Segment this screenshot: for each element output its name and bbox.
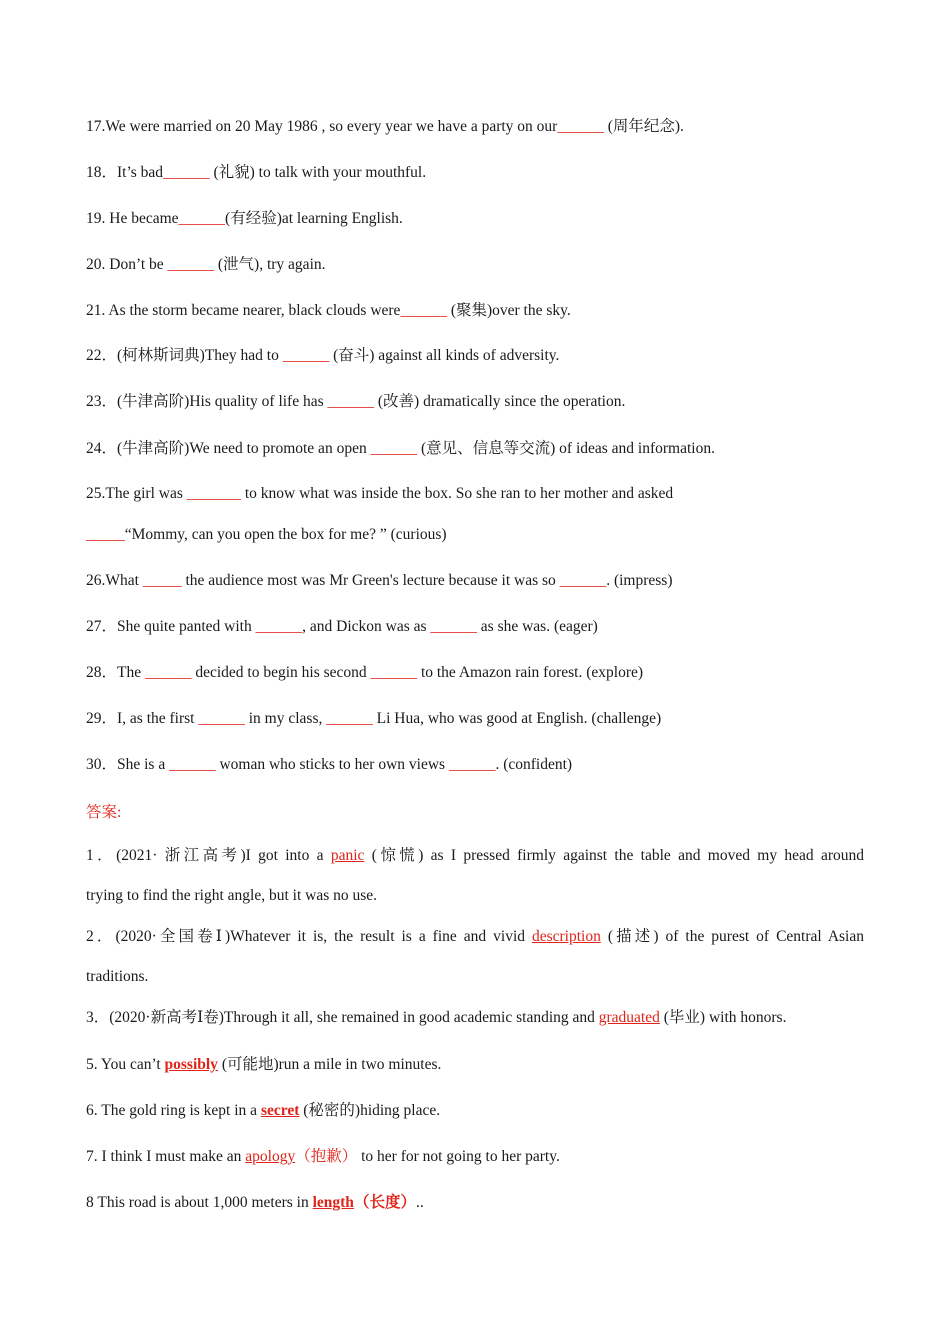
a3-pre: 3．(2020·新高考Ⅰ卷)Through it all, she remained in good academic standing and <box>86 1009 599 1026</box>
question-25-line-1 <box>86 484 864 504</box>
q23-blank: ______ <box>327 393 375 410</box>
q26-blank-2: ______ <box>559 572 607 589</box>
q25-text-c: “Mommy, can you open the box for me? ” (curious) <box>124 526 447 543</box>
question-20 <box>86 255 864 275</box>
q22-text: 22．(柯林斯词典)They had to <box>86 347 283 364</box>
q17-blank: ______ <box>557 118 604 135</box>
q30-text-c: . (confident) <box>495 756 573 773</box>
q30-blank-2: ______ <box>448 756 496 773</box>
q21-blank: ______ <box>400 302 447 319</box>
a6-answer: secret <box>260 1102 300 1119</box>
a2-pre: 2．(2020·全国卷Ⅰ)Whatever it is, the result is a fine and vivid <box>86 928 532 945</box>
q25-blank-1: _______ <box>186 485 241 502</box>
q18-hint: (礼貌) to talk with your mouthful. <box>209 164 427 181</box>
answer-1-line-2: trying to find the right angle, but it was no use. <box>86 887 378 904</box>
q20-hint: (泄气), try again. <box>214 256 326 273</box>
a2-answer: description <box>531 928 601 945</box>
question-18 <box>86 163 864 183</box>
q20-blank: ______ <box>167 256 215 273</box>
q29-text-b: in my class, <box>244 710 327 727</box>
q19-blank: ______ <box>178 210 226 227</box>
a5-answer: possibly <box>164 1056 218 1073</box>
answer-7 <box>86 1147 864 1167</box>
q28-text-b: decided to begin his second <box>191 664 371 681</box>
a8-post: .. <box>415 1194 424 1211</box>
a7-pre: 7. I think I must make an <box>86 1148 246 1165</box>
answer-5 <box>86 1055 864 1075</box>
question-19 <box>86 209 864 229</box>
question-17 <box>86 117 864 137</box>
a7-post: to her for not going to her party. <box>357 1148 560 1165</box>
q28-text-a: 28．The <box>86 664 145 681</box>
question-22 <box>86 346 864 366</box>
q30-text-b: woman who sticks to her own views <box>215 756 449 773</box>
q20-text: 20. Don’t be <box>86 256 168 273</box>
a1-answer: panic <box>330 847 365 864</box>
answer-1-line-1 <box>86 846 864 866</box>
q18-text: 18．It’s bad <box>86 164 164 181</box>
q22-hint: (奋斗) against all kinds of adversity. <box>329 347 560 364</box>
q29-blank-1: ______ <box>198 710 245 727</box>
q27-text-a: 27．She quite panted with <box>86 618 256 635</box>
question-30 <box>86 755 864 775</box>
q19-hint: (有经验)at learning English. <box>225 210 403 227</box>
q21-hint: (聚集)over the sky. <box>446 302 571 319</box>
answers-heading: 答案: <box>86 804 122 821</box>
question-25-line-2 <box>86 525 864 545</box>
q27-text-c: as she was. (eager) <box>476 618 598 635</box>
q23-hint: (改善) dramatically since the operation. <box>374 393 626 410</box>
question-26 <box>86 571 864 591</box>
q26-blank-1: _____ <box>142 572 182 589</box>
q21-text: 21. As the storm became nearer, black clouds were <box>86 302 401 319</box>
q30-text-a: 30．She is a <box>86 756 170 773</box>
q28-blank-1: ______ <box>144 664 192 681</box>
q28-text-c: to the Amazon rain forest. (explore) <box>417 664 644 681</box>
a3-answer: graduated <box>598 1009 660 1026</box>
q28-blank-2: ______ <box>370 664 418 681</box>
q17-text: 17.We were married on 20 May 1986 , so every year we have a party on our <box>86 118 558 135</box>
q29-blank-2: ______ <box>326 710 373 727</box>
q27-text-b: , and Dickon was as <box>302 618 431 635</box>
question-23 <box>86 392 864 412</box>
a1-post: (惊慌) as I pressed firmly against the table and moved my head around <box>364 847 864 864</box>
q25-text-a: 25.The girl was <box>86 485 187 502</box>
q24-text: 24．(牛津高阶)We need to promote an open <box>86 440 371 457</box>
answer-2-line-2: traditions. <box>86 968 149 985</box>
a7-answer-cn: （抱歉） <box>295 1148 358 1165</box>
q25-blank-2: _____ <box>86 526 125 543</box>
q22-blank: ______ <box>282 347 330 364</box>
question-21 <box>86 301 864 321</box>
q27-blank-2: ______ <box>430 618 477 635</box>
q24-blank: ______ <box>370 440 418 457</box>
answer-3 <box>86 1008 864 1028</box>
question-27 <box>86 617 864 637</box>
q30-blank-1: ______ <box>169 756 216 773</box>
a3-post: (毕业) with honors. <box>659 1009 787 1026</box>
question-28 <box>86 663 864 683</box>
a1-pre: 1．(2021· 浙江高考)I got into a <box>86 847 331 864</box>
q25-text-b: to know what was inside the box. So she ran to her mother and asked <box>240 485 674 502</box>
q26-text-a: 26.What <box>86 572 143 589</box>
a6-post: (秘密的)hiding place. <box>299 1102 441 1119</box>
a5-post: (可能地)run a mile in two minutes. <box>217 1056 442 1073</box>
a8-answer: length <box>312 1194 354 1211</box>
q26-text-b: the audience most was Mr Green's lecture because it was so <box>181 572 560 589</box>
answer-6 <box>86 1101 864 1121</box>
a5-pre: 5. You can’t <box>86 1056 165 1073</box>
question-24 <box>86 439 864 459</box>
answer-2-line-1 <box>86 927 864 947</box>
a2-post: (描述) of the purest of Central Asian <box>600 928 864 945</box>
q29-text-a: 29．I, as the first <box>86 710 199 727</box>
a6-pre: 6. The gold ring is kept in a <box>86 1102 261 1119</box>
q24-hint: (意见、信息等交流) of ideas and information. <box>417 440 715 457</box>
a8-answer-cn: （长度） <box>353 1194 416 1211</box>
a7-answer: apology <box>245 1148 296 1165</box>
q17-hint: (周年纪念). <box>603 118 684 135</box>
question-29 <box>86 709 864 729</box>
q23-text: 23．(牛津高阶)His quality of life has <box>86 393 328 410</box>
q29-text-c: Li Hua, who was good at English. (challenge) <box>372 710 662 727</box>
a8-pre: 8 This road is about 1,000 meters in <box>86 1194 313 1211</box>
q19-text: 19. He became <box>86 210 179 227</box>
q18-blank: ______ <box>163 164 210 181</box>
q26-text-c: . (impress) <box>606 572 673 589</box>
q27-blank-1: ______ <box>255 618 303 635</box>
answer-8 <box>86 1193 864 1213</box>
